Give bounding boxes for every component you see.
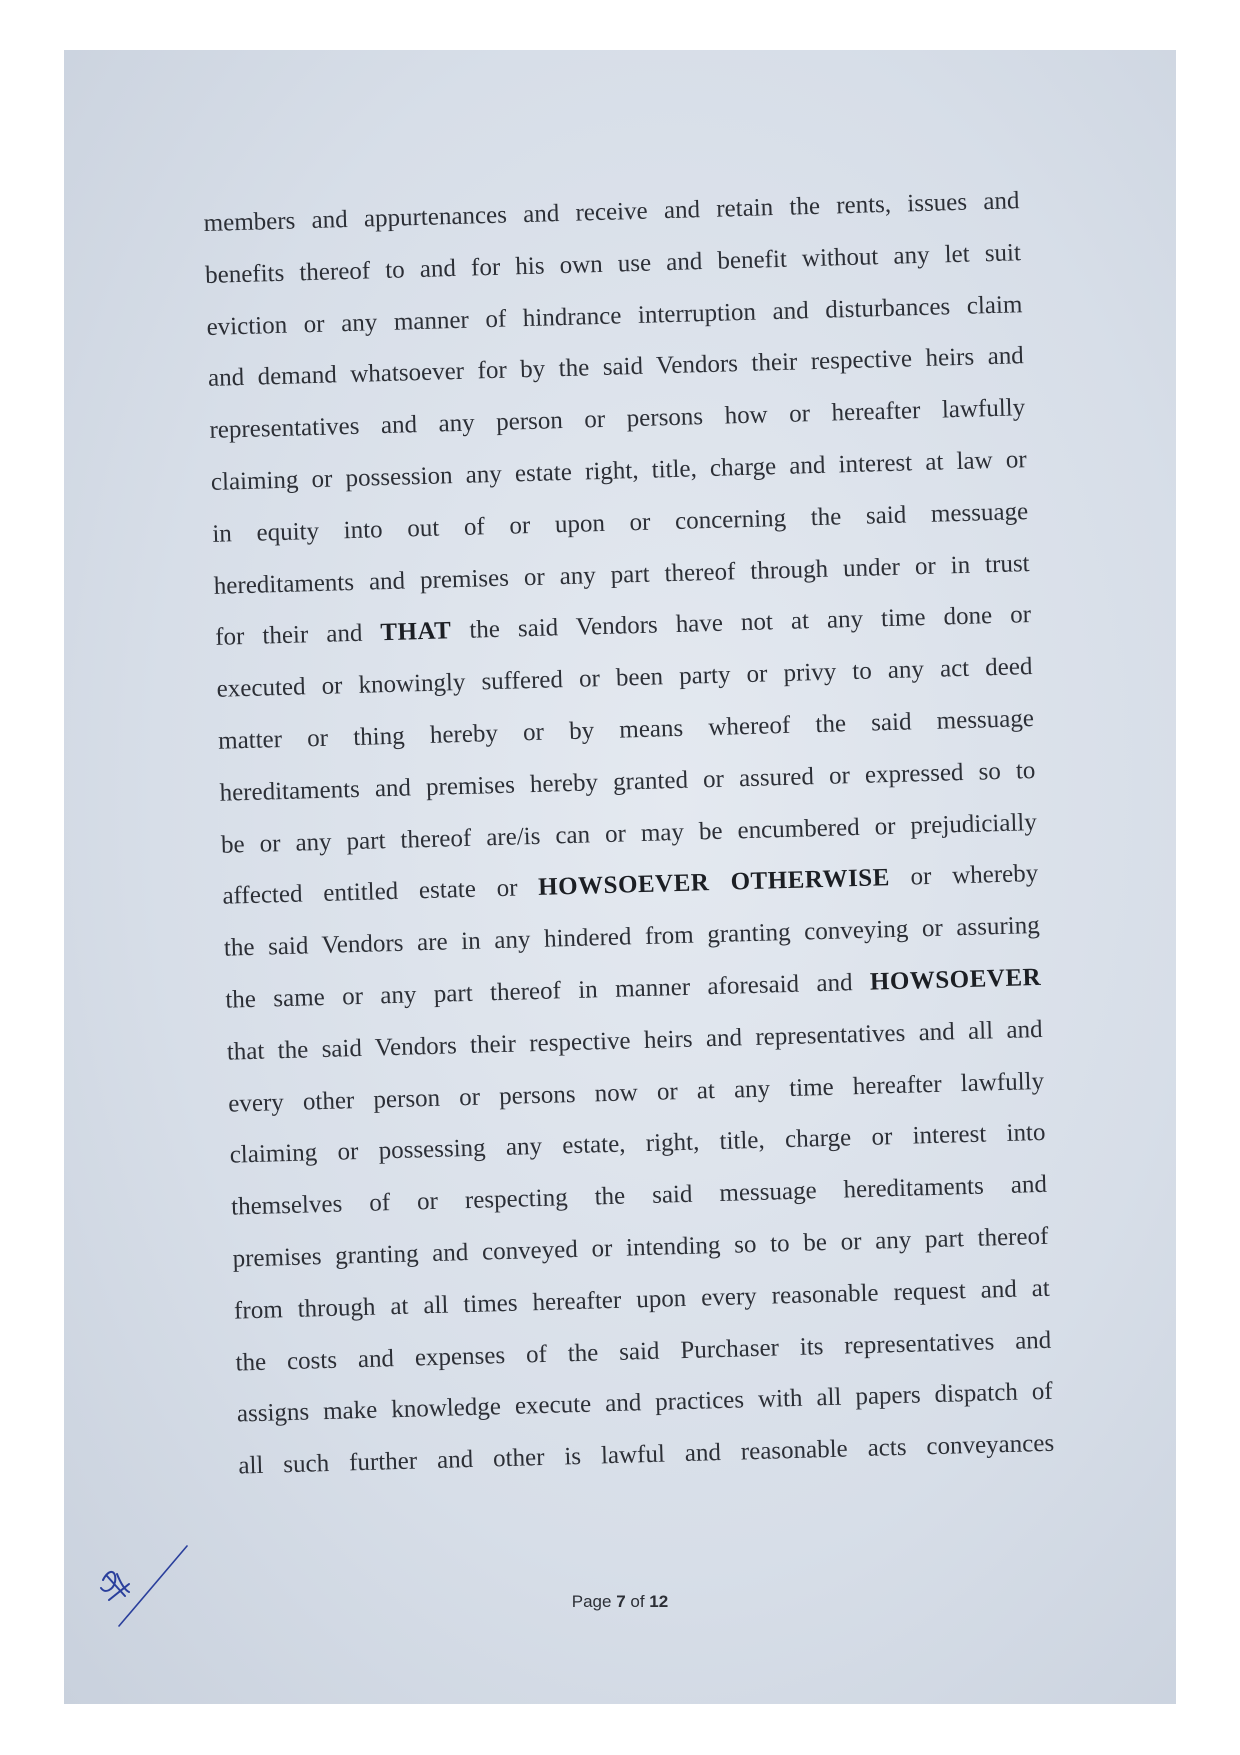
text-segment: benefits thereof to and for his own use and benefit without any let suit	[204, 238, 1022, 289]
text-segment: members and appurtenances and receive and retain the rents, issues and	[203, 187, 1020, 237]
text-segment: premises granting and conveyed or intending so to be or any part thereof	[232, 1222, 1049, 1273]
text-segment: be or any part thereof are/is can or may be encumbered or prejudicially	[220, 808, 1038, 859]
deed-body-text	[203, 175, 1055, 1492]
emphasis-term: THAT	[380, 617, 452, 647]
page-label: Page	[571, 1592, 617, 1611]
page-of-label: of	[625, 1592, 650, 1611]
text-segment: claiming or possession any estate right, title, charge and interest at law or	[210, 446, 1028, 496]
emphasis-term: HOWSOEVER	[869, 963, 1042, 996]
signature-mark	[95, 1540, 205, 1630]
text-segment: executed or knowingly suffered or been party or privy to any act deed	[216, 653, 1033, 703]
text-segment: matter or thing hereby or by means whereof the said messuage	[217, 704, 1035, 755]
text-segment: affected entitled estate or	[222, 874, 539, 911]
text-segment: or whereby	[889, 860, 1039, 892]
text-segment: the said Vendors have not at any time done or	[451, 601, 1032, 645]
text-segment: the same or any part thereof in manner aforesaid and	[225, 968, 871, 1014]
text-segment: representatives and any person or persons how or hereafter lawfully	[209, 394, 1026, 445]
text-segment: every other person or persons now or at any time hereafter lawfully	[227, 1067, 1045, 1118]
text-segment: the costs and expenses of the said Purchaser its representatives and	[235, 1326, 1052, 1377]
text-segment: eviction or any manner of hindrance interruption and disturbances claim	[206, 290, 1023, 341]
text-segment: assigns make knowledge execute and practices with all papers dispatch of	[236, 1378, 1054, 1428]
text-segment: for their and	[214, 619, 381, 652]
text-segment: from through at all times hereafter upon every reasonable request and at	[233, 1274, 1051, 1325]
emphasis-term: HOWSOEVER OTHERWISE	[537, 864, 891, 902]
text-segment: all such further and other is lawful and reasonable acts conveyances	[238, 1429, 1055, 1480]
text-segment: in equity into out of or upon or concerning the said messuage	[212, 497, 1029, 548]
text-segment: and demand whatsoever for by the said Vendors their respective heirs and	[207, 342, 1025, 393]
text-segment: hereditaments and premises or any part thereof through under or in trust	[213, 549, 1030, 600]
text-segment: themselves of or respecting the said messuage hereditaments and	[230, 1170, 1048, 1221]
page-footer	[0, 1592, 1240, 1612]
current-page-number: 7	[616, 1592, 626, 1611]
text-segment: the said Vendors are in any hindered from granting conveying or assuring	[223, 912, 1041, 962]
text-segment: that the said Vendors their respective heirs and representatives and all and	[226, 1015, 1043, 1066]
text-segment: claiming or possessing any estate, right, title, charge or interest into	[229, 1119, 1046, 1169]
text-segment: hereditaments and premises hereby granted or assured or expressed so to	[219, 756, 1036, 807]
total-page-count: 12	[649, 1592, 669, 1611]
